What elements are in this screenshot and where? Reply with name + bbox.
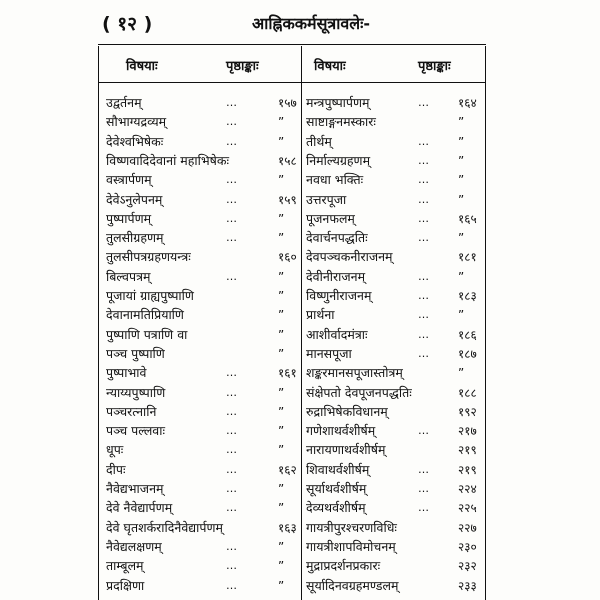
contents-row bbox=[106, 480, 302, 498]
contents-row bbox=[106, 384, 302, 402]
contents-row bbox=[106, 94, 302, 112]
page-number-cell: ” bbox=[278, 443, 285, 458]
page-number-cell: ” bbox=[278, 211, 285, 226]
running-title: आह्निककर्मसूत्रावलेः- bbox=[252, 14, 371, 33]
page-number-cell: ” bbox=[458, 134, 465, 149]
page-number-cell: २१७ bbox=[458, 424, 477, 439]
leader-dots: … bbox=[226, 173, 238, 187]
contents-row bbox=[306, 577, 486, 595]
page-number-cell: ” bbox=[458, 308, 465, 323]
leader-dots: … bbox=[226, 211, 238, 225]
subject-title: पञ्च पल्लवाः bbox=[106, 423, 166, 439]
leader-dots: … bbox=[226, 366, 238, 380]
contents-row bbox=[306, 152, 486, 170]
contents-row bbox=[106, 171, 302, 189]
contents-row bbox=[106, 519, 302, 537]
subject-title: उत्तरपूजा bbox=[306, 191, 347, 207]
contents-row bbox=[306, 229, 486, 247]
subject-title: धूपः bbox=[106, 442, 124, 458]
subject-title: देवपञ्चकनीराजनम् bbox=[306, 249, 393, 265]
contents-row bbox=[106, 133, 302, 151]
page-number-cell: १६४ bbox=[458, 96, 477, 110]
leader-dots: … bbox=[418, 424, 430, 438]
subject-title: पुष्पाणि पत्राणि वा bbox=[106, 326, 188, 342]
page-number-cell: १८७ bbox=[458, 346, 477, 361]
page-number: ( १२ ) bbox=[102, 13, 153, 35]
subject-title: देवे घृतशर्करादिनैवेद्यार्पणम् bbox=[106, 519, 224, 535]
subject-title: पूजायां ग्राह्यपुष्पाणि bbox=[106, 288, 194, 303]
header-rule bbox=[98, 44, 486, 45]
subject-title: तीर्थम् bbox=[306, 133, 332, 149]
page-number-cell: ” bbox=[278, 559, 285, 574]
leader-dots: … bbox=[418, 96, 430, 109]
contents-row bbox=[106, 210, 302, 228]
subject-title: साष्टाङ्गनमस्कारः bbox=[306, 114, 376, 130]
page-number-cell: १८८ bbox=[458, 385, 477, 400]
subject-title: नारायणाथर्वशीर्षम् bbox=[306, 442, 386, 458]
leader-dots: … bbox=[226, 578, 238, 592]
subject-title: निर्माल्यग्रहणम् bbox=[306, 152, 371, 168]
contents-row bbox=[106, 461, 302, 479]
subject-title: नैवेद्यभाजनम् bbox=[106, 481, 164, 496]
leader-dots: … bbox=[418, 231, 430, 245]
subject-title: पञ्च पुष्पाणि bbox=[106, 345, 165, 361]
page-number-cell: ” bbox=[458, 115, 465, 130]
leader-dots: … bbox=[226, 559, 238, 573]
left-subject-heading: विषयाः bbox=[126, 59, 158, 74]
subject-title: दीपः bbox=[106, 461, 126, 477]
subject-title: रुद्राभिषेकविधानम् bbox=[306, 403, 388, 419]
subject-title: उद्वर्तनम् bbox=[106, 95, 142, 110]
leader-dots: … bbox=[226, 231, 238, 245]
contents-row bbox=[306, 538, 486, 556]
page-number-cell: ” bbox=[278, 539, 285, 554]
page-number-cell: १५७ bbox=[278, 96, 297, 110]
contents-row bbox=[106, 268, 302, 286]
subject-title: मन्त्रपुष्पार्पणम् bbox=[306, 95, 370, 110]
leader-dots: … bbox=[226, 539, 238, 553]
leader-dots: … bbox=[226, 269, 238, 283]
subject-title: देवेश्वभिषेकः bbox=[106, 133, 164, 149]
subject-title: प्रार्थना bbox=[306, 307, 335, 323]
contents-row bbox=[306, 268, 486, 286]
leader-dots: … bbox=[226, 501, 238, 515]
contents-row bbox=[306, 248, 486, 266]
subject-title: शङ्करमानसपूजास्तोत्रम् bbox=[306, 365, 403, 381]
contents-row bbox=[306, 364, 486, 382]
subject-title: मानसपूजा bbox=[306, 345, 352, 361]
subject-title: पूजनफलम् bbox=[306, 210, 355, 226]
leader-dots: … bbox=[226, 96, 238, 109]
leader-dots: … bbox=[418, 153, 430, 167]
leader-dots: … bbox=[418, 327, 430, 341]
subject-title: पुष्पार्पणम् bbox=[106, 210, 152, 226]
contents-row bbox=[106, 191, 302, 209]
subject-title: गायत्रीशापविमोचनम् bbox=[306, 538, 396, 554]
page-number-cell: १५९ bbox=[278, 192, 297, 207]
page-number-cell: १६० bbox=[278, 250, 297, 265]
leader-dots: … bbox=[226, 482, 238, 495]
right-subject-heading: विषयाः bbox=[314, 59, 346, 74]
leader-dots: … bbox=[418, 211, 430, 225]
page-number-cell: ” bbox=[278, 134, 285, 149]
contents-row bbox=[106, 326, 302, 344]
page-number-cell: २३२ bbox=[458, 559, 477, 574]
subject-title: सूर्यादिनवग्रहमण्डलम् bbox=[306, 577, 399, 593]
subject-title: संक्षेपतो देवपूजनपद्धतिः bbox=[306, 384, 412, 400]
subject-title: वस्त्रार्पणम् bbox=[106, 172, 152, 188]
page-number-cell: ” bbox=[458, 231, 465, 246]
subject-title: नवधा भक्तिः bbox=[306, 172, 364, 188]
page-number-cell: १६५ bbox=[458, 211, 477, 226]
leader-dots: … bbox=[226, 192, 238, 206]
contents-row bbox=[306, 384, 486, 402]
page-number-cell: १९२ bbox=[458, 404, 477, 419]
contents-row bbox=[306, 422, 486, 440]
leader-dots: … bbox=[418, 482, 430, 495]
page-number-cell: ” bbox=[278, 231, 285, 246]
page-number-cell: २१९ bbox=[458, 443, 477, 458]
contents-row bbox=[306, 191, 486, 209]
contents-row bbox=[306, 557, 486, 575]
subject-title: देवानामतिप्रियाणि bbox=[106, 307, 184, 323]
subject-title: न्याय्यपुष्पाणि bbox=[106, 384, 166, 400]
subject-title: देवे नैवेद्यार्पणम् bbox=[106, 500, 173, 516]
contents-row bbox=[106, 577, 302, 595]
page-number-cell: १६३ bbox=[278, 520, 297, 535]
page-number-cell: ” bbox=[278, 404, 285, 419]
contents-row bbox=[106, 422, 302, 440]
page-number-cell: १६१ bbox=[278, 366, 297, 381]
page-number-cell: १८१ bbox=[458, 250, 477, 265]
subject-title: मुद्राप्रदर्शनप्रकारः bbox=[306, 558, 381, 574]
page-number-cell: ” bbox=[278, 115, 285, 130]
contents-row bbox=[106, 345, 302, 363]
leader-dots: … bbox=[418, 173, 430, 187]
page-number-cell: ” bbox=[278, 346, 285, 361]
page-number-cell: ” bbox=[278, 327, 285, 342]
subject-title: देवीनीराजनम् bbox=[306, 268, 366, 284]
contents-row bbox=[106, 152, 302, 170]
contents-row bbox=[306, 210, 486, 228]
subject-title: विष्णवादिदेवानां महाभिषेकः bbox=[106, 152, 230, 168]
leader-dots: … bbox=[418, 192, 430, 206]
contents-row bbox=[306, 480, 486, 498]
left-page-heading: पृष्ठाङ्काः bbox=[226, 59, 259, 74]
leader-dots: … bbox=[418, 269, 430, 283]
left-border bbox=[98, 46, 99, 600]
subject-title: बिल्वपत्रम् bbox=[106, 268, 151, 284]
contents-row bbox=[306, 499, 486, 517]
page-number-cell: ” bbox=[458, 173, 465, 188]
page-number-cell: ” bbox=[458, 153, 465, 168]
leader-dots: … bbox=[418, 308, 430, 322]
subject-title: सूर्याथर्वशीर्षम् bbox=[306, 481, 367, 496]
contents-row bbox=[306, 133, 486, 151]
contents-row bbox=[306, 403, 486, 421]
subject-title: सौभाग्यद्रव्यम् bbox=[106, 114, 167, 130]
contents-row bbox=[106, 248, 302, 266]
leader-dots: … bbox=[226, 443, 238, 457]
contents-row bbox=[306, 519, 486, 537]
page-number-cell: ” bbox=[278, 501, 285, 516]
page-number-cell: ” bbox=[278, 289, 285, 303]
page-number-cell: ” bbox=[278, 385, 285, 400]
page-number-cell: १८३ bbox=[458, 289, 477, 303]
page-number-cell: २२५ bbox=[458, 501, 477, 516]
subject-title: देवेऽनुलेपनम् bbox=[106, 191, 163, 207]
page-number-cell: ” bbox=[278, 308, 285, 323]
subject-title: गायत्रीपुरश्चरणविधिः bbox=[306, 519, 397, 535]
contents-row bbox=[306, 461, 486, 479]
leader-dots: … bbox=[226, 134, 238, 148]
page-number-cell: १६२ bbox=[278, 462, 297, 477]
subject-title: प्रदक्षिणा bbox=[106, 577, 145, 593]
leader-dots: … bbox=[226, 385, 238, 399]
leader-dots: … bbox=[226, 404, 238, 418]
leader-dots: … bbox=[418, 289, 430, 302]
subject-title: पञ्चरत्नानि bbox=[106, 403, 157, 419]
contents-row bbox=[306, 113, 486, 131]
subject-title: गणेशाथर्वशीर्षम् bbox=[306, 423, 376, 439]
contents-row bbox=[106, 364, 302, 382]
contents-row bbox=[106, 538, 302, 556]
page-number-cell: १५८ bbox=[278, 153, 297, 168]
page-number-cell: ” bbox=[278, 269, 285, 284]
leader-dots: … bbox=[226, 424, 238, 438]
contents-row bbox=[106, 229, 302, 247]
contents-row bbox=[106, 441, 302, 459]
page-number-cell: ” bbox=[458, 269, 465, 284]
page-number-cell: ” bbox=[458, 366, 465, 381]
contents-row bbox=[306, 287, 486, 305]
leader-dots: … bbox=[418, 346, 430, 360]
subject-title: देव्यथर्वशीर्षम् bbox=[306, 500, 366, 516]
page-number-cell: ” bbox=[278, 482, 285, 496]
leader-dots: … bbox=[226, 115, 238, 129]
contents-row bbox=[306, 94, 486, 112]
subject-title: देवार्चनपद्धतिः bbox=[306, 230, 368, 246]
contents-row bbox=[106, 403, 302, 421]
right-page-heading: पृष्ठाङ्काः bbox=[418, 59, 451, 74]
subject-title: शिवाथर्वशीर्षम् bbox=[306, 461, 370, 477]
leader-dots: … bbox=[418, 134, 430, 148]
subject-title: पुष्पाभावे bbox=[106, 365, 147, 381]
leader-dots: … bbox=[418, 501, 430, 515]
contents-row bbox=[306, 171, 486, 189]
contents-row bbox=[106, 113, 302, 131]
subject-title: तुलसीग्रहणम् bbox=[106, 230, 164, 246]
page-number-cell: २३३ bbox=[458, 578, 477, 593]
leader-dots: … bbox=[226, 462, 238, 476]
page-number-cell: ” bbox=[278, 578, 285, 593]
column-heading-rule bbox=[98, 82, 486, 83]
page-number-cell: २१९ bbox=[458, 462, 477, 477]
page-number-cell: २२७ bbox=[458, 520, 477, 535]
leader-dots: … bbox=[418, 462, 430, 476]
contents-row bbox=[306, 326, 486, 344]
contents-row bbox=[306, 306, 486, 324]
contents-row bbox=[306, 441, 486, 459]
contents-row bbox=[106, 499, 302, 517]
contents-row bbox=[106, 306, 302, 324]
page-number-cell: २३० bbox=[458, 539, 477, 554]
contents-row bbox=[106, 287, 302, 305]
page-number-cell: ” bbox=[278, 173, 285, 188]
subject-title: तुलसीपत्रग्रहणयन्त्रः bbox=[106, 249, 191, 265]
page-header bbox=[0, 0, 600, 50]
page-number-cell: १८६ bbox=[458, 327, 477, 342]
page-number-cell: ” bbox=[458, 192, 465, 207]
subject-title: विष्णुनीराजनम् bbox=[306, 288, 372, 303]
subject-title: आशीर्वादमंत्राः bbox=[306, 326, 368, 342]
contents-row bbox=[306, 345, 486, 363]
subject-title: नैवेद्यलक्षणम् bbox=[106, 538, 162, 554]
page-number-cell: ” bbox=[278, 424, 285, 439]
subject-title: ताम्बूलम् bbox=[106, 558, 144, 574]
contents-row bbox=[106, 557, 302, 575]
page-number-cell: २२४ bbox=[458, 482, 477, 496]
